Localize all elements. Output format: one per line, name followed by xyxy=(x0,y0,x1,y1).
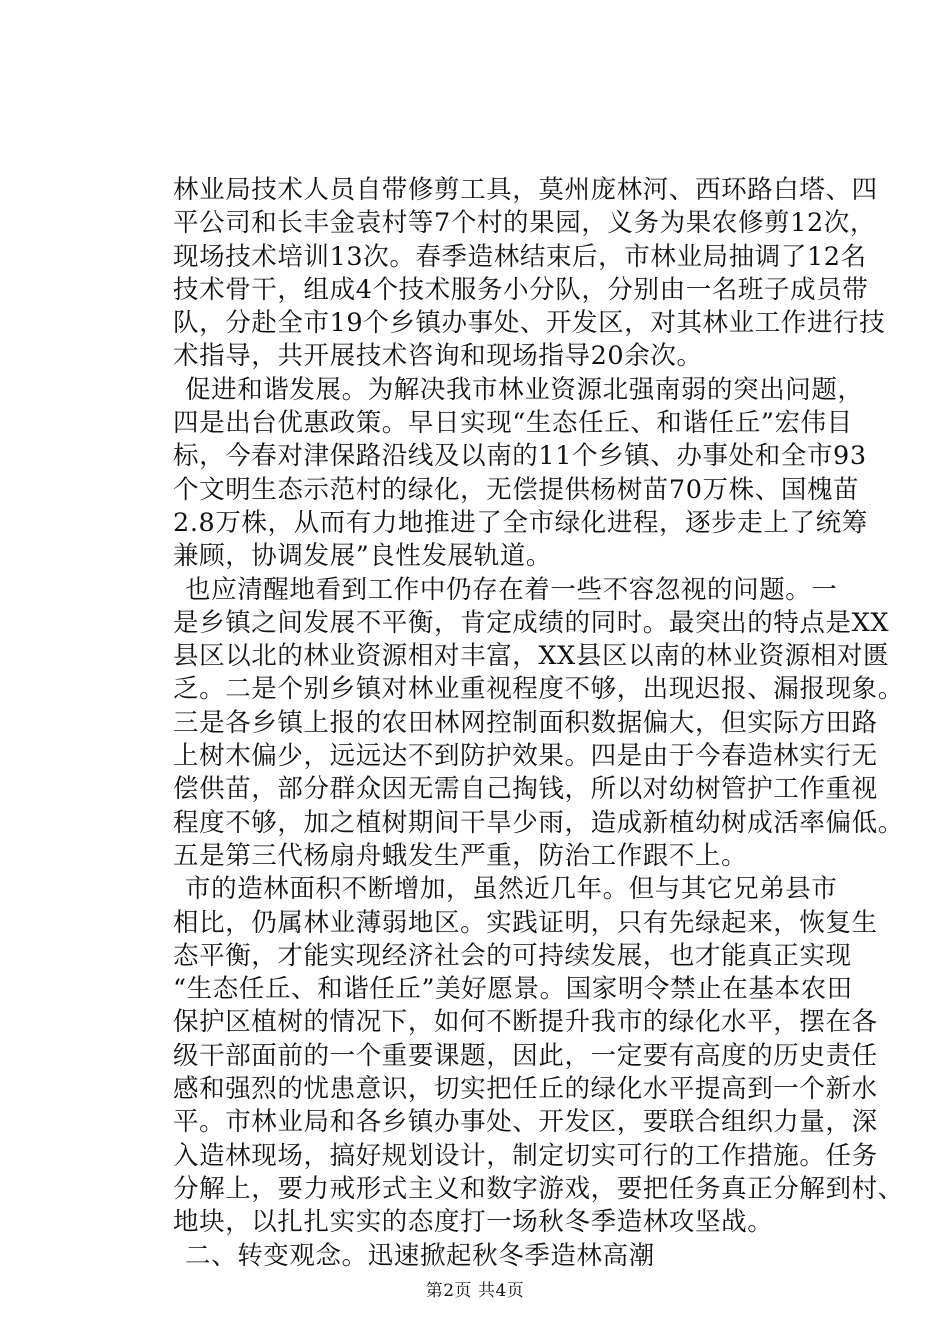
body-line: 术指导，共开展技术咨询和现场指导20余次。 xyxy=(173,341,703,372)
body-line: 分解上，要力戒形式主义和数字游戏，要把任务真正分解到村、 xyxy=(173,1173,904,1204)
body-line: 保护区植树的情况下，如何不断提升我市的绿化水平，摆在各 xyxy=(173,1007,878,1038)
section-heading-line: 二、转变观念。迅速掀起秋冬季造林高潮 xyxy=(185,1240,655,1271)
body-line: 感和强烈的忧患意识，切实把任丘的绿化水平提高到一个新水 xyxy=(173,1074,878,1105)
body-line: 偿供苗，部分群众因无需自己掏钱，所以对幼树管护工作重视 xyxy=(173,774,878,805)
body-line: 林业局技术人员自带修剪工具，莫州庞林河、西环路白塔、四 xyxy=(173,175,878,205)
body-line: 现场技术培训13次。春季造林结束后，市林业局抽调了12名 xyxy=(173,241,867,272)
paragraph-start-line: 市的造林面积不断增加，虽然近几年。但与其它兄弟县市 xyxy=(185,874,838,905)
body-line: 2.8万株，从而有力地推进了全市绿化进程，逐步走上了统筹 xyxy=(173,507,868,538)
body-line: 是乡镇之间发展不平衡，肯定成绩的同时。最突出的特点是XX xyxy=(173,607,890,638)
body-line: 乏。二是个别乡镇对林业重视程度不够，出现迟报、漏报现象。 xyxy=(173,674,904,705)
body-line: 县区以北的林业资源相对丰富，XX县区以南的林业资源相对匮 xyxy=(173,641,890,672)
body-line: 相比，仍属林业薄弱地区。实践证明，只有先绿起来，恢复生 xyxy=(173,907,878,938)
body-line: 队，分赴全市19个乡镇办事处、开发区，对其林业工作进行技 xyxy=(173,308,886,339)
body-line: 平公司和长丰金袁村等7个村的果园，义务为果农修剪12次， xyxy=(173,208,876,239)
body-line: 平。市林业局和各乡镇办事处、开发区，要联合组织力量，深 xyxy=(173,1107,878,1138)
body-line: 五是第三代杨扇舟蛾发生严重，防治工作跟不上。 xyxy=(173,840,748,871)
body-line: 标，今春对津保路沿线及以南的11个乡镇、办事处和全市93 xyxy=(173,441,867,472)
body-line: 地块，以扎扎实实的态度打一场秋冬季造林攻坚战。 xyxy=(173,1207,774,1238)
document-body xyxy=(173,174,904,1273)
page-number-footer: 第2页 共4页 xyxy=(425,1281,525,1301)
body-line: 个文明生态示范村的绿化，无偿提供杨树苗70万株、国槐苗 xyxy=(173,474,860,505)
body-line: 三是各乡镇上报的农田林网控制面积数据偏大，但实际方田路 xyxy=(173,707,878,738)
body-line: “生态任丘、和谐任丘”美好愿景。国家明令禁止在基本农田 xyxy=(173,974,853,1005)
paragraph-start-line: 促进和谐发展。为解决我市林业资源北强南弱的突出问题， xyxy=(185,374,864,405)
body-line: 技术骨干，组成4个技术服务小分队，分别由一名班子成员带 xyxy=(173,274,869,305)
body-line: 兼顾，协调发展”良性发展轨道。 xyxy=(173,541,553,572)
body-line: 程度不够，加之植树期间干旱少雨，造成新植幼树成活率偏低。 xyxy=(173,807,904,838)
body-line: 上树木偏少，远远达不到防护效果。四是由于今春造林实行无 xyxy=(173,741,878,772)
body-line: 四是出台优惠政策。早日实现“生态任丘、和谐任丘”宏伟目 xyxy=(173,408,853,439)
body-line: 级干部面前的一个重要课题，因此，一定要有高度的历史责任 xyxy=(173,1040,878,1071)
body-line: 态平衡，才能实现经济社会的可持续发展，也才能真正实现 xyxy=(173,940,852,971)
paragraph-start-line: 也应清醒地看到工作中仍存在着一些不容忽视的问题。一 xyxy=(185,574,838,605)
body-line: 入造林现场，搞好规划设计，制定切实可行的工作措施。任务 xyxy=(173,1140,878,1171)
